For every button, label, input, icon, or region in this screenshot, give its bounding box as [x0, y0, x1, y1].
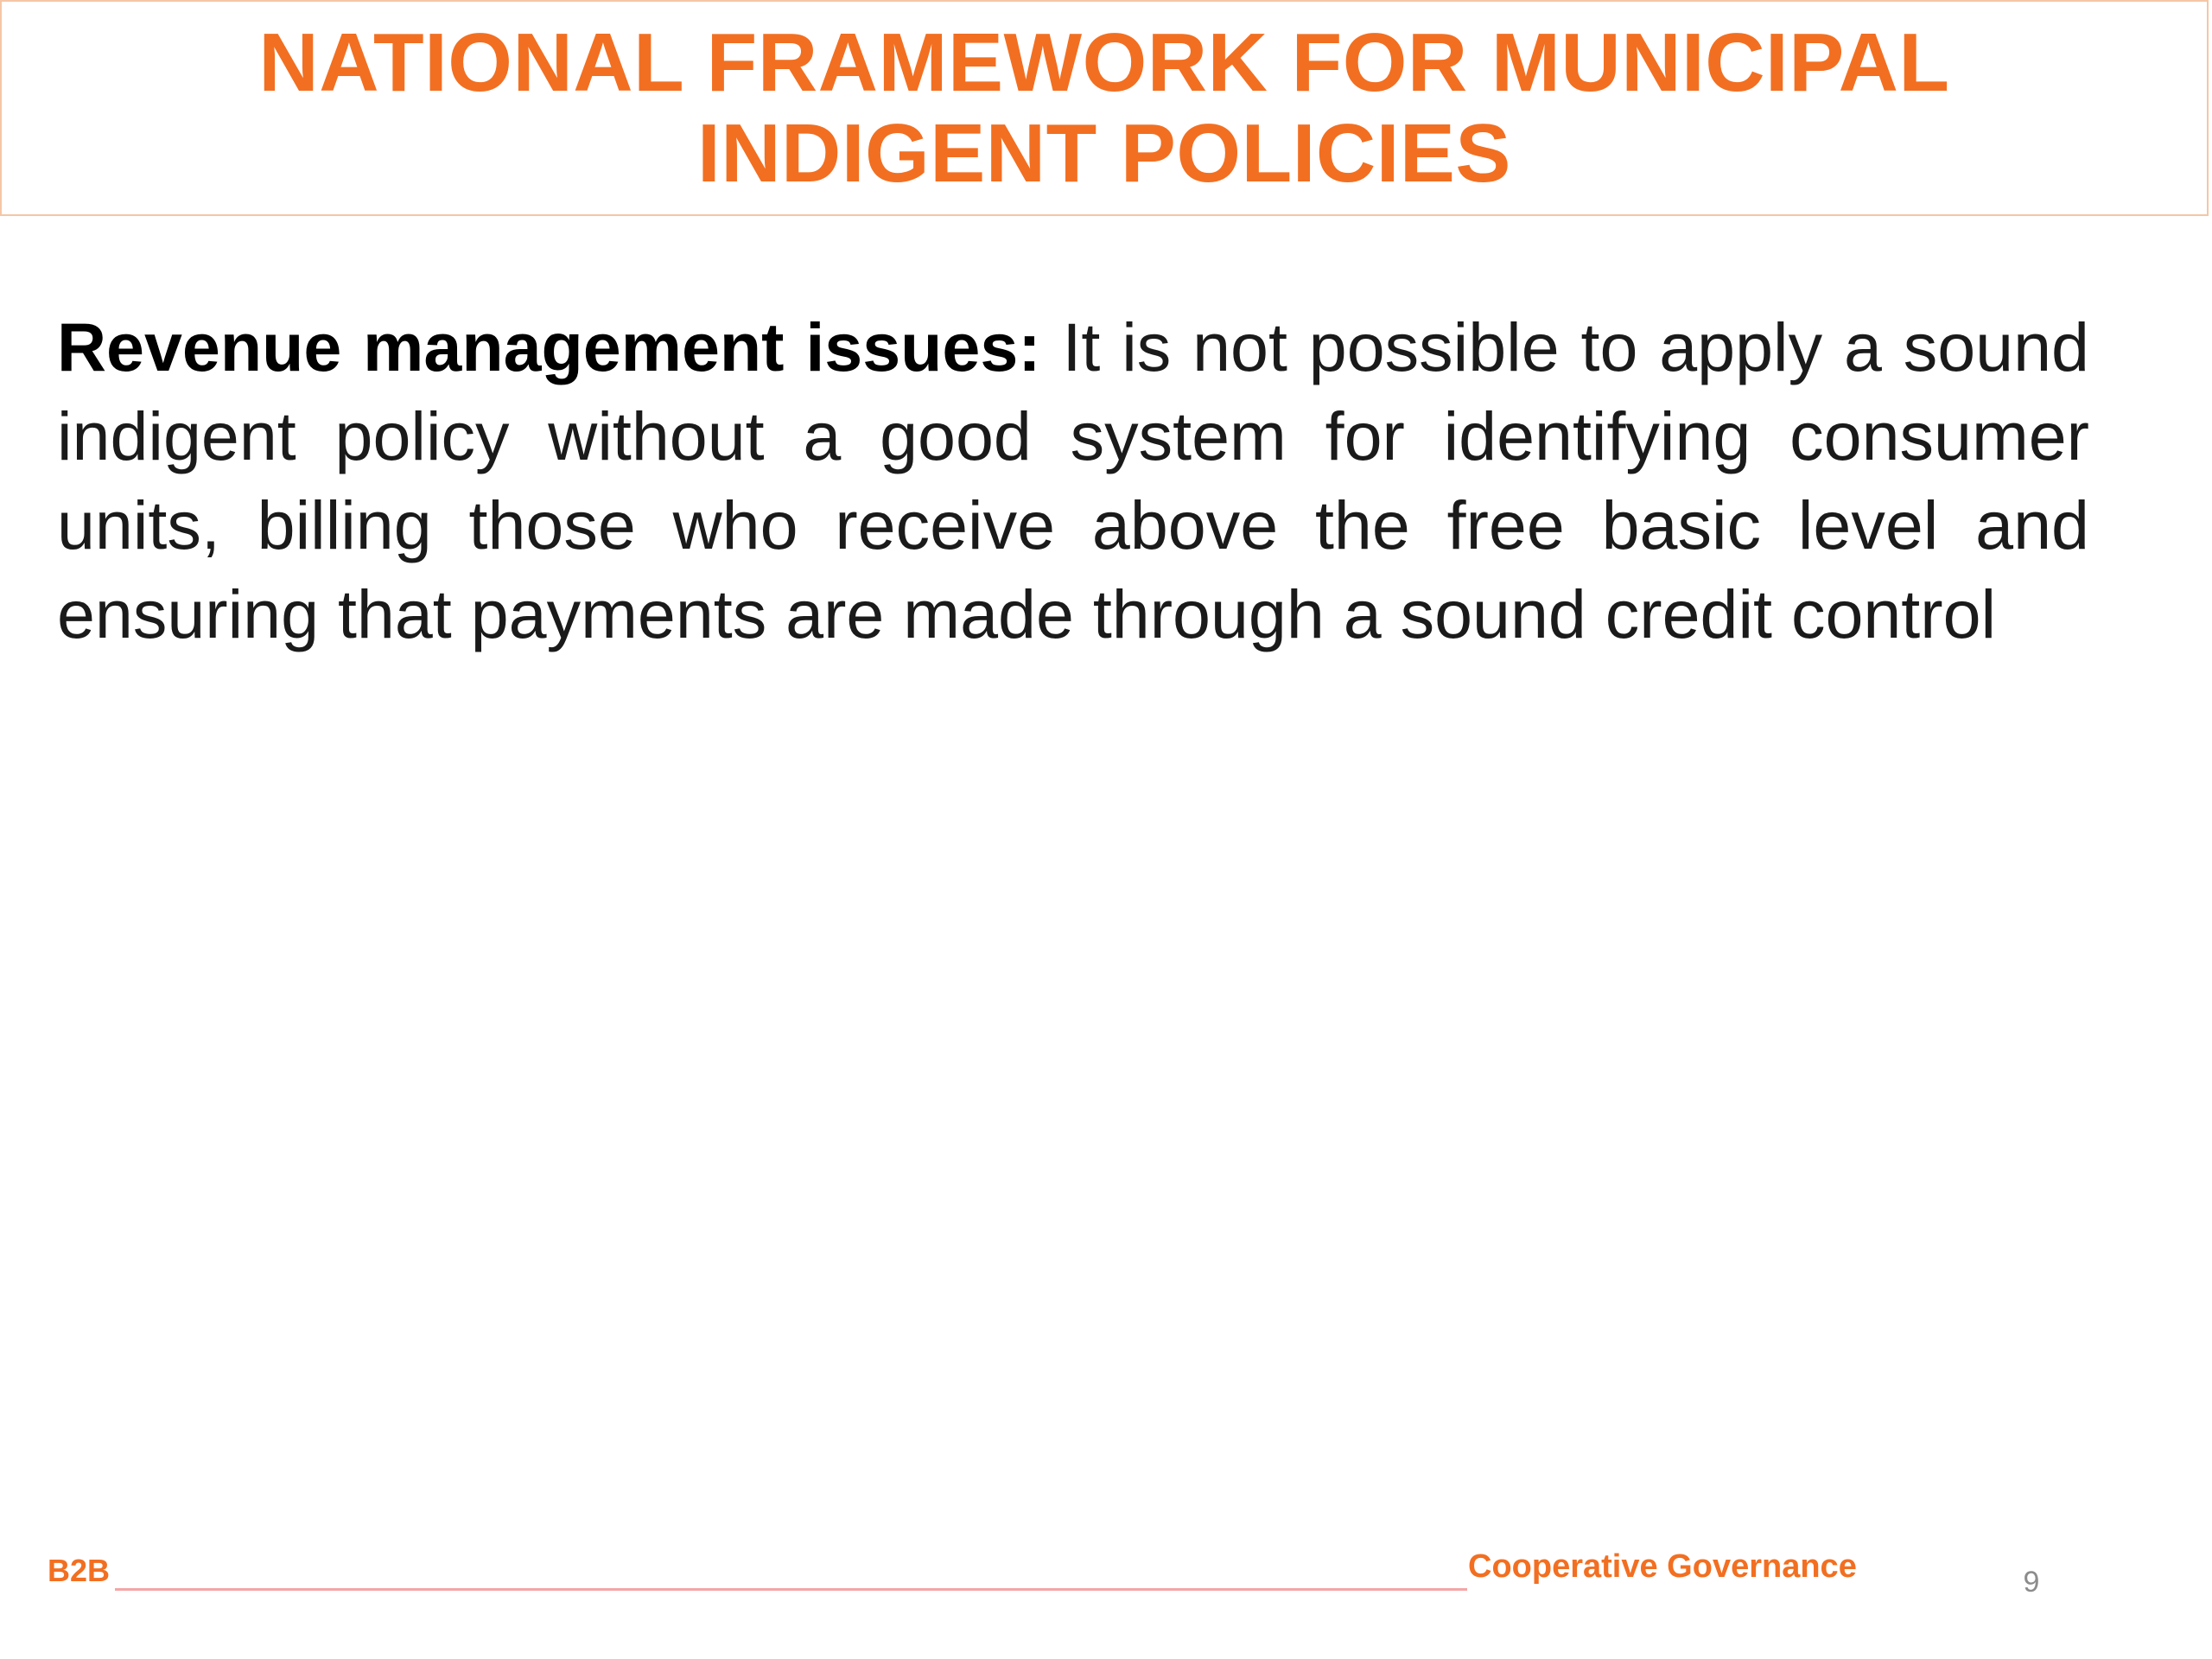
body-lead-text: Revenue management issues:: [57, 308, 1041, 385]
slide-title-box: [0, 0, 2209, 216]
body-main-text: It is not possible to apply a sound indigent policy without a good system for identifying consumer units, billing those who receive above the free basic level and ensuring that payments are made through a sound credit control: [57, 308, 2089, 652]
body-paragraph: [57, 302, 2089, 658]
footer-left-label: B2B: [48, 1553, 111, 1588]
footer-rule: [115, 1588, 1467, 1591]
page-number: 9: [2023, 1566, 2040, 1599]
slide-title-line-1: NATIONAL FRAMEWORK FOR MUNICIPAL: [258, 16, 1950, 109]
footer-organization-label: Cooperative Governance: [1468, 1548, 1857, 1585]
slide-title-line-2: INDIGENT POLICIES: [697, 107, 1511, 200]
